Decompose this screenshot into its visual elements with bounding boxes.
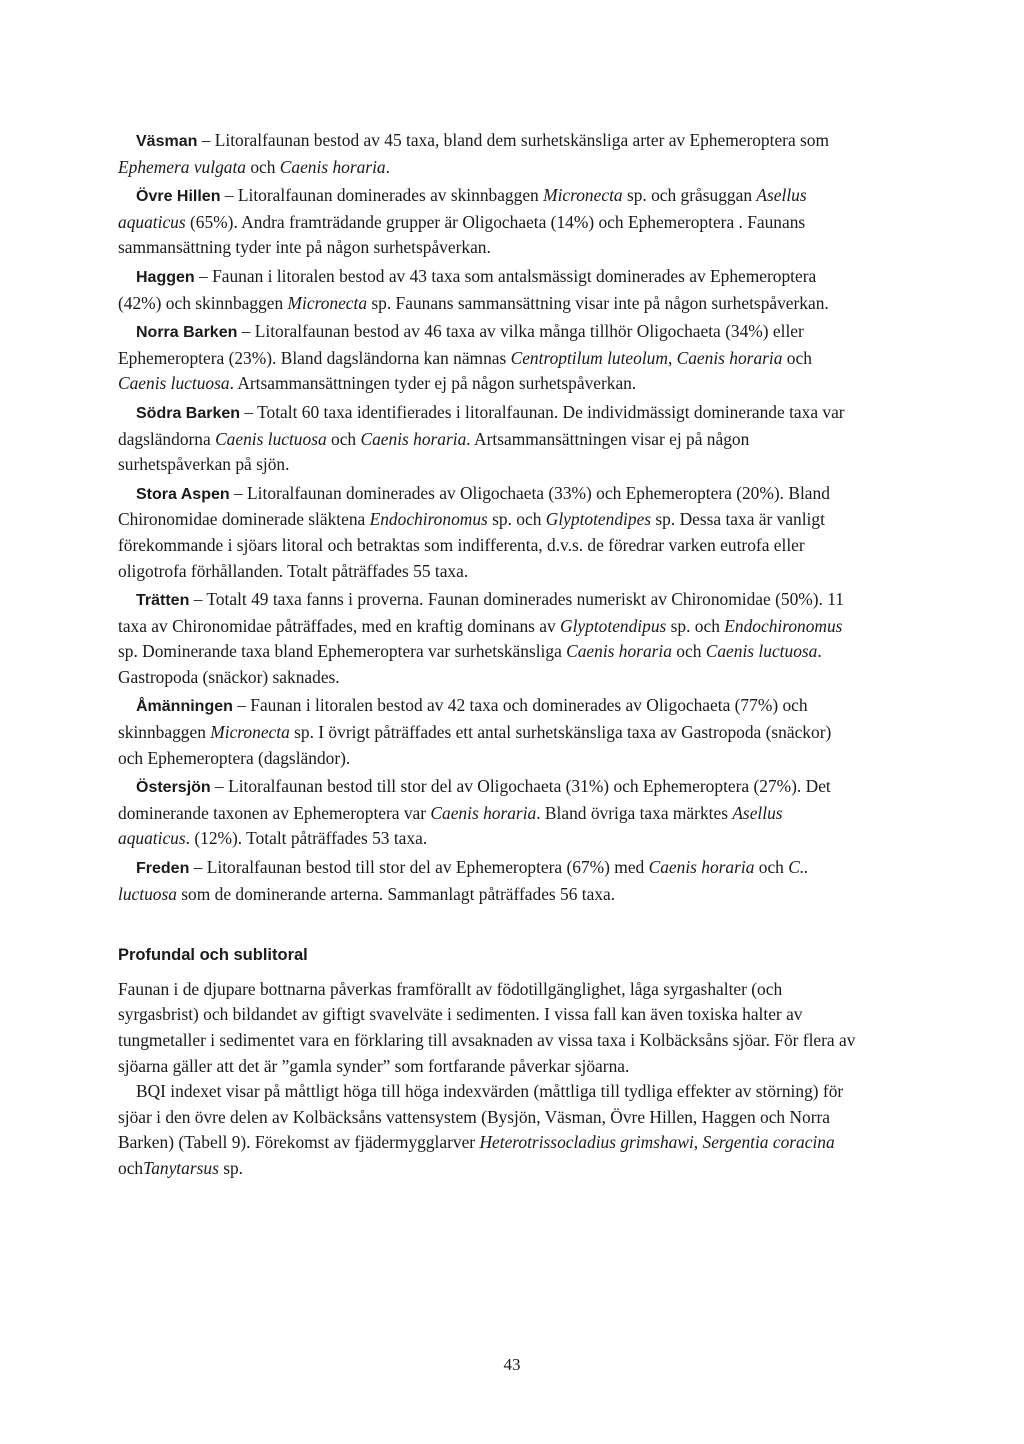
text-run: . Gastropoda (snäckor) saknades.: [118, 641, 822, 687]
lake-descriptions: [118, 128, 858, 907]
italic-taxon: Caenis horaria: [676, 347, 783, 368]
lake-name: Åmänningen: [136, 698, 233, 716]
text-run: sp. Dominerande taxa bland Ephemeroptera var surhetskänsliga: [118, 641, 567, 662]
text-run: Faunan i de djupare bottnarna påverkas framförallt av födotillgänglighet, låga syrgashalter (och syrgasbrist) och bildandet av giftigt svavelväte i sedimenten. I vissa fall kan även toxiska halter av tungmetaller i sedimentet vara en förklaring till avsaknaden av vissa taxa i Kolbäcksåns sjöar. För flera av sjöarna gäller att det är ”gamla synder” som fortfarande påverkar sjöarna.: [118, 978, 856, 1076]
dash-separator: –: [194, 265, 213, 286]
text-run: Litoralfaunan bestod av 46 taxa av vilka många tillhör Oligochaeta (34%) eller Ephemeroptera (23%). Bland dagsländorna kan nämnas: [118, 321, 804, 368]
italic-taxon: Caenis horaria: [648, 857, 755, 878]
italic-taxon: Ephemera vulgata: [118, 156, 246, 177]
italic-taxon: Caenis luctuosa: [118, 373, 230, 394]
text-run: (65%). Andra framträdande grupper är Oligochaeta (14%) och Ephemeroptera . Faunans sammansättning tyder inte på någon surhetspåverkan.: [118, 211, 806, 258]
text-run: . Bland övriga taxa märktes: [536, 802, 733, 823]
italic-taxon: Micronecta: [287, 292, 368, 313]
italic-taxon: Caenis horaria: [279, 156, 386, 177]
text-run: sp.: [218, 1157, 244, 1178]
lake-paragraph: [118, 264, 858, 316]
lake-paragraph: [118, 774, 858, 852]
italic-taxon: C.. luctuosa: [118, 857, 809, 904]
text-run: och: [118, 1157, 144, 1178]
lake-name: Övre Hillen: [136, 188, 221, 206]
text-run: och: [245, 156, 280, 177]
italic-taxon: Caenis luctuosa: [705, 641, 818, 662]
text-run: Faunan i litoralen bestod av 43 taxa som antalsmässigt dominerades av Ephemeroptera (42%) och skinnbaggen: [118, 265, 817, 313]
text-run: .: [385, 156, 390, 177]
lake-name: Södra Barken: [136, 404, 241, 422]
italic-taxon: Glyptotendipes: [545, 509, 652, 530]
text-run: Litoralfaunan dominerades av Oligochaeta (33%) och Ephemeroptera (20%). Bland Chironomidae dominerade släktena: [118, 482, 830, 530]
italic-taxon: Caenis horaria: [566, 641, 672, 662]
lake-paragraph: [118, 693, 858, 771]
lake-name: Väsman: [136, 133, 198, 150]
text-run: Totalt 60 taxa identifierades i litoralfaunan. De individmässigt dominerande taxa var dagsländorna: [118, 401, 845, 449]
dash-separator: –: [197, 130, 215, 150]
lake-name: Stora Aspen: [136, 485, 230, 503]
text-run: sp. Dessa taxa är vanligt förekommande i sjöars litoral och betraktas som indifferenta, d.v.s. de föredrar varken eutrofa eller oligotrofa förhållanden. Totalt påträffades 55 taxa.: [118, 509, 825, 581]
lake-paragraph: [118, 128, 858, 180]
text-run: och: [782, 347, 812, 368]
lake-name: Freden: [136, 860, 190, 878]
italic-taxon: Glyptotendipus: [560, 615, 667, 636]
section-heading: Profundal och sublitoral: [118, 946, 308, 965]
text-run: som de dominerande arterna. Sammanlagt påträffades 56 taxa.: [176, 883, 616, 904]
text-run: Litoralfaunan dominerades av skinnbaggen: [237, 185, 544, 206]
italic-taxon: Asellus aquaticus: [118, 802, 783, 849]
dash-separator: –: [189, 589, 207, 610]
italic-taxon: Micronecta: [210, 722, 290, 743]
dash-separator: –: [229, 482, 248, 503]
italic-taxon: Endochironomus: [724, 615, 843, 636]
dash-separator: –: [232, 695, 251, 716]
text-run: . Artsammansättningen visar ej på någon surhetspåverkan på sjön.: [118, 428, 750, 475]
text-run: Litoralfaunan bestod av 45 taxa, bland dem surhetskänsliga arter av Ephemeroptera som: [214, 130, 830, 150]
page-content: [118, 128, 858, 1182]
italic-taxon: Tanytarsus: [143, 1157, 219, 1178]
text-run: . Artsammansättningen tyder ej på någon surhetspåverkan.: [229, 373, 637, 394]
dash-separator: –: [220, 185, 238, 206]
italic-taxon: Asellus aquaticus: [118, 185, 807, 232]
page-number: 43: [503, 1355, 521, 1374]
dash-separator: –: [240, 401, 258, 422]
text-run: sp. och gråsuggan: [622, 185, 757, 206]
lake-paragraph: [118, 481, 858, 584]
text-run: sp. och: [487, 509, 546, 530]
text-run: sp. I övrigt påträffades ett antal surhetskänsliga taxa av Gastropoda (snäckor) och Ephemeroptera (dagsländor).: [118, 722, 832, 768]
text-run: och: [671, 641, 706, 662]
italic-taxon: Heterotrissocladius grimshawi: [479, 1132, 694, 1153]
text-run: sp. Faunans sammansättning visar inte på någon surhetspåverkan.: [367, 292, 829, 313]
text-run: ,: [693, 1132, 703, 1153]
text-run: . (12%). Totalt påträffades 53 taxa.: [185, 828, 428, 849]
dash-separator: –: [237, 321, 255, 342]
italic-taxon: Caenis horaria: [360, 428, 467, 449]
section-body: [118, 977, 858, 1182]
text-run: och: [326, 428, 361, 449]
lake-paragraph: [118, 400, 858, 478]
italic-taxon: Caenis luctuosa: [215, 428, 327, 449]
dash-separator: –: [189, 857, 207, 878]
italic-taxon: Caenis horaria: [430, 802, 537, 823]
italic-taxon: Micronecta: [543, 185, 623, 206]
text-run: BQI indexet visar på måttligt höga till höga indexvärden (måttliga till tydliga effekter av störning) för sjöar i den övre delen av Kolbäcksåns vattensystem (Bysjön, Väsman, Övre Hillen, Haggen och Norra Barken) (Tabell 9). Förekomst av fjädermygglarver: [118, 1081, 844, 1153]
text-run: ,: [667, 347, 677, 368]
text-run: sp. och: [666, 615, 725, 636]
dash-separator: –: [210, 776, 229, 797]
lake-paragraph: [118, 183, 858, 261]
body-paragraph: [118, 977, 858, 1079]
lake-paragraph: [118, 587, 858, 690]
lake-name: Trätten: [136, 592, 190, 610]
lake-paragraph: [118, 319, 858, 397]
text-run: Litoralfaunan bestod till stor del av Oligochaeta (31%) och Ephemeroptera (27%). Det dominerande taxonen av Ephemeroptera var: [118, 776, 831, 823]
lake-paragraph: [118, 855, 858, 907]
lake-name: Östersjön: [136, 779, 211, 797]
text-run: Litoralfaunan bestod till stor del av Ephemeroptera (67%) med: [206, 857, 649, 878]
italic-taxon: Endochironomus: [369, 509, 488, 530]
lake-name: Norra Barken: [136, 324, 238, 342]
italic-taxon: Sergentia coracina: [702, 1132, 835, 1153]
text-run: Faunan i litoralen bestod av 42 taxa och dominerades av Oligochaeta (77%) och skinnbaggen: [118, 695, 808, 743]
text-run: Totalt 49 taxa fanns i proverna. Faunan dominerades numeriskt av Chironomidae (50%). 11 taxa av Chironomidae påträffades, med en kraftig dominans av: [118, 589, 844, 636]
italic-taxon: Centroptilum luteolum: [510, 347, 668, 368]
lake-name: Haggen: [136, 268, 195, 286]
text-run: och: [754, 857, 789, 878]
body-paragraph: [118, 1079, 858, 1181]
